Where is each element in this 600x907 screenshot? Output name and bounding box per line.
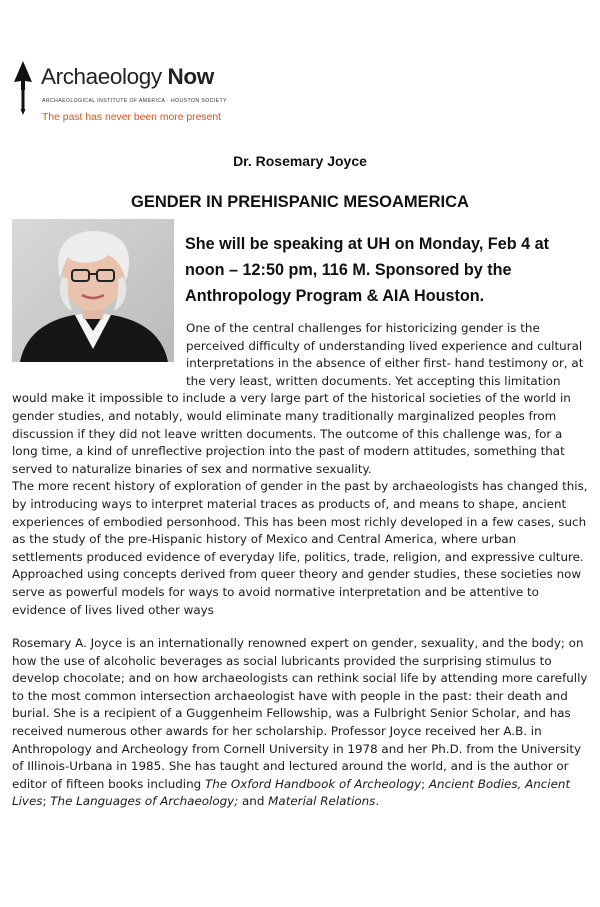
paragraph-bio: Rosemary A. Joyce is an internationally renowned expert on gender, sexuality, and the body; on how the use of alcoholic beverages as social lubricants provided the surprising stimulus to develop chocolate; and on how archaeologists can rethink social life by attending more carefully to the most common intersection archaeologist have with people in the past: their death and burial. She is a recipient of a Guggenheim Fellowship, was a Fulbright Senior Scholar, and has received numerous other awards for her scholarship. Professor Joyce received her A.B. in Anthropology and Archeology from Cornell University in 1978 and her Ph.D. from the University of Illinois-Urbana in 1985. She has taught and lectured around the world, and is the author or editor of fifteen books including The Oxford Handbook of Archeology; Ancient Bodies, Ancient Lives; The Languages of Archaeology; and Material Relations.: [12, 636, 588, 809]
event-description: [12, 320, 590, 811]
book-title: The Languages of Archaeology;: [50, 794, 239, 809]
book-title: The Oxford Handbook of Archeology: [204, 776, 422, 791]
logo-name: Archaeology Now: [41, 64, 214, 89]
logo-tagline: The past has never been more present: [42, 112, 222, 123]
logo-subtitle: ARCHAEOLOGICAL INSTITUTE OF AMERICA · HOUSTON SOCIETY: [42, 98, 227, 104]
logo: [12, 58, 272, 138]
event-title: GENDER IN PREHISPANIC MESOAMERICA: [131, 193, 469, 211]
paragraph-abstract: One of the central challenges for historicizing gender is the perceived difficulty of understanding lived experience and cultural interpretations in the absence of either first- hand testimony or, at the very least, written documents. Yet accepting this limitation would make it impossible to include a very large part of the historical societies of the world in gender studies, and notably, would eliminate many traditionally marginalized peoples from discussion if they did not leave written documents. The outcome of this challenge was, for a long time, a kind of unreflective projection into the past of modern attitudes, something that served to naturalize binaries of sex and normative sexuality.: [12, 321, 584, 476]
book-title: Ancient Bodies, Ancient Lives: [12, 776, 571, 809]
book-title: Material Relations: [268, 794, 376, 809]
speaker-name: Dr. Rosemary Joyce: [233, 153, 367, 169]
event-announcement: She will be speaking at UH on Monday, Feb 4 at noon – 12:50 pm, 116 M. Sponsored by the Anthropology Program & AIA Houston.: [185, 235, 549, 305]
trowel-icon: [12, 60, 34, 116]
paragraph-history: The more recent history of exploration of gender in the past by archaeologists has changed this, by introducing ways to interpret material traces as products of, and means to shape, ancient experiences of embodied personhood. This has been most richly developed in a few cases, such as the study of the pre-Hispanic history of Mexico and Central America, where urban settlements produced evidence of everyday life, politics, trade, religion, and expressive culture. Approached using concepts derived from queer theory and gender studies, these societies now serve as powerful models for ways to avoid normative interpretation and be attentive to evidence of lives lived other ways: [12, 479, 588, 617]
